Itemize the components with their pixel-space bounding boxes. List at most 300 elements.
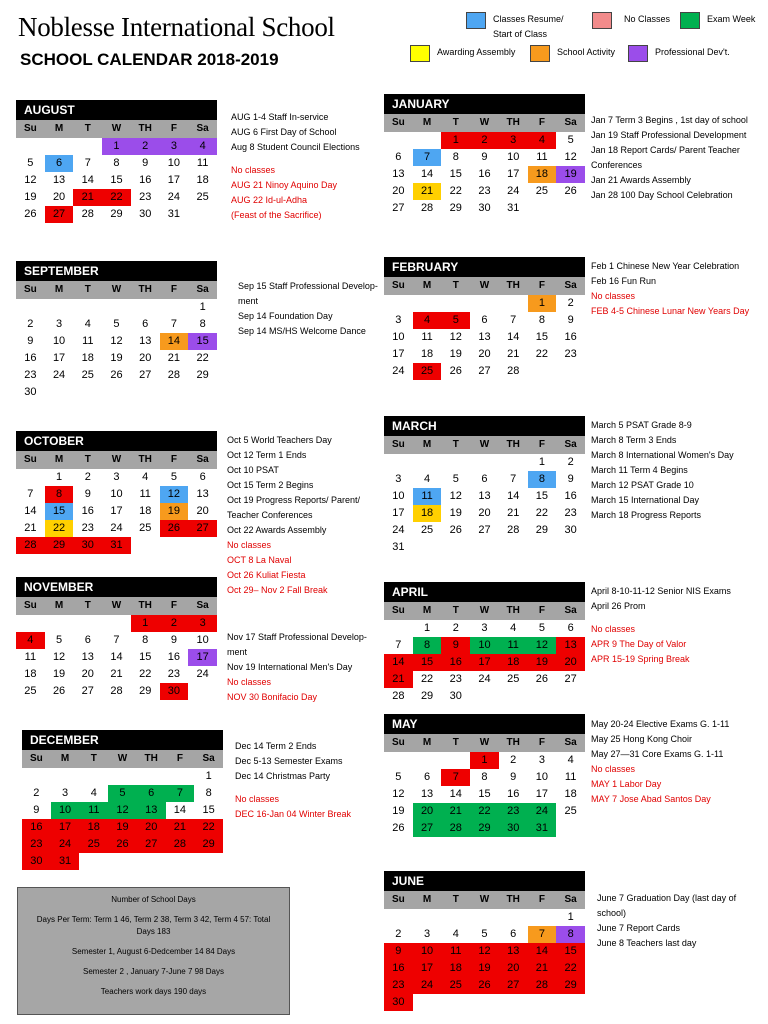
empty-cell	[102, 615, 131, 632]
day-cell: 23	[24, 369, 37, 381]
day-cell: 9	[384, 943, 413, 960]
day-cell: 20	[139, 352, 152, 364]
day-cell: 12	[108, 802, 137, 819]
weekday-header	[16, 120, 217, 138]
weekday-label: Sa	[202, 753, 215, 764]
day-cell: 24	[52, 369, 66, 381]
day-cell: 27	[188, 520, 217, 537]
weekday-label: TH	[506, 439, 520, 450]
day-cell: 8	[481, 771, 488, 783]
day-cell: 9	[567, 473, 574, 485]
weekday-label: F	[538, 280, 545, 291]
day-cell: 8	[142, 634, 149, 646]
summary-teachers: Teachers work days 190 days	[100, 987, 207, 996]
day-cell: 25	[413, 363, 442, 380]
day-cell: 30	[499, 820, 528, 837]
weekday-label: M	[54, 123, 64, 134]
weekday-label: T	[90, 753, 97, 764]
day-cell: 4	[90, 787, 97, 799]
weekday-label: TH	[144, 753, 158, 764]
events-april	[591, 584, 761, 667]
weekday-label: Sa	[564, 117, 577, 128]
day-grid	[384, 454, 585, 556]
day-cell: 9	[170, 634, 177, 646]
event-line: MAY 1 Labor Day	[591, 779, 662, 789]
weekday-label: W	[117, 753, 128, 764]
event-line: May 25 Hong Kong Choir	[591, 734, 693, 744]
day-cell: 30	[73, 537, 102, 554]
month-title: SEPTEMBER	[16, 261, 217, 281]
event-line: Dec 14 Term 2 Ends	[235, 741, 317, 751]
event-line: Aug 8 Student Council Elections	[231, 142, 360, 152]
day-cell: 18	[196, 174, 209, 186]
day-cell: 12	[449, 331, 462, 343]
day-cell: 23	[478, 185, 491, 197]
day-cell: 10	[507, 151, 520, 163]
day-grid	[16, 138, 217, 223]
weekday-label: F	[176, 753, 183, 764]
day-cell: 14	[384, 654, 413, 671]
empty-cell	[45, 299, 74, 316]
day-cell: 21	[73, 189, 102, 206]
month-title: APRIL	[384, 582, 585, 602]
day-cell: 15	[139, 651, 152, 663]
event-line: Oct 22 Awards Assembly	[227, 525, 327, 535]
day-cell: 5	[170, 471, 177, 483]
day-cell: 22	[470, 803, 499, 820]
day-cell: 1	[199, 301, 206, 313]
event-line: June 8 Teachers last day	[597, 938, 697, 948]
day-cell: 20	[196, 505, 209, 517]
weekday-label: T	[452, 439, 459, 450]
empty-cell	[499, 909, 528, 926]
day-cell: 18	[139, 505, 152, 517]
day-cell: 10	[392, 331, 405, 343]
summary-per-term: Days Per Term: Term 1 46, Term 2 38, Term 3 42, Term 4 57: Total Days 183	[36, 915, 271, 936]
event-line: March 8 International Women's Day	[591, 450, 734, 460]
day-grid	[16, 615, 217, 700]
event-line: Jan 18 Report Cards/ Parent Teacher Conferences	[591, 145, 740, 170]
empty-cell	[441, 295, 470, 312]
weekday-header	[384, 114, 585, 132]
day-cell: 16	[384, 960, 413, 977]
day-cell: 20	[137, 819, 166, 836]
day-cell: 1	[131, 615, 160, 632]
weekday-label: F	[538, 439, 545, 450]
day-cell: 25	[564, 805, 577, 817]
day-cell: 6	[142, 318, 149, 330]
day-cell: 15	[556, 943, 585, 960]
legend-swatch-pink	[592, 12, 612, 29]
event-line: March 8 Term 3 Ends	[591, 435, 677, 445]
day-cell: 12	[110, 335, 123, 347]
day-cell: 18	[24, 668, 37, 680]
day-cell: 20	[413, 803, 442, 820]
day-cell: 9	[481, 151, 488, 163]
day-cell: 3	[395, 314, 402, 326]
day-cell: 7	[395, 639, 402, 651]
day-cell: 6	[45, 155, 74, 172]
day-cell: 14	[420, 168, 434, 180]
day-cell: 29	[449, 202, 462, 214]
day-cell: 2	[27, 318, 34, 330]
empty-cell	[160, 299, 189, 316]
empty-cell	[384, 909, 413, 926]
weekday-label: W	[111, 600, 122, 611]
day-cell: 27	[392, 202, 405, 214]
empty-cell	[441, 752, 470, 769]
day-cell: 13	[52, 174, 66, 186]
day-cell: 15	[188, 333, 217, 350]
empty-cell	[73, 615, 102, 632]
day-cell: 27	[139, 369, 152, 381]
day-cell: 27	[478, 524, 491, 536]
day-cell: 7	[510, 314, 517, 326]
month-title: JANUARY	[384, 94, 585, 114]
day-cell: 19	[556, 166, 585, 183]
empty-cell	[413, 454, 442, 471]
day-cell: 2	[131, 138, 160, 155]
day-cell: 7	[27, 488, 34, 500]
day-cell: 18	[564, 788, 577, 800]
event-line	[235, 784, 380, 792]
weekday-label: Su	[23, 600, 37, 611]
weekday-label: M	[422, 894, 432, 905]
weekday-label: F	[538, 737, 545, 748]
month-october	[16, 431, 217, 554]
legend-swatch-blue	[466, 12, 486, 29]
day-cell: 19	[392, 805, 405, 817]
day-cell: 4	[188, 138, 217, 155]
weekday-label: W	[111, 454, 122, 465]
day-cell: 26	[52, 685, 66, 697]
weekday-label: TH	[138, 123, 152, 134]
event-line: Nov 17 Staff Professional Develop-ment	[227, 632, 367, 657]
event-line: No classes	[235, 794, 280, 804]
day-cell: 21	[507, 507, 520, 519]
empty-cell	[470, 909, 499, 926]
day-cell: 31	[167, 208, 181, 220]
day-cell: 18	[81, 352, 94, 364]
day-cell: 26	[108, 836, 137, 853]
summary-title: Number of School Days	[111, 895, 196, 904]
day-cell: 8	[413, 637, 442, 654]
day-cell: 18	[441, 960, 470, 977]
day-cell: 10	[110, 488, 123, 500]
event-line: March 11 Term 4 Begins	[591, 465, 688, 475]
day-cell: 28	[507, 365, 520, 377]
day-cell: 25	[441, 977, 470, 994]
day-cell: 3	[113, 471, 120, 483]
day-cell: 6	[510, 928, 517, 940]
month-february	[384, 257, 585, 380]
day-cell: 23	[167, 668, 181, 680]
event-line: AUG 1-4 Staff In-service	[231, 112, 329, 122]
empty-cell	[441, 909, 470, 926]
day-cell: 17	[535, 788, 549, 800]
day-cell: 25	[196, 191, 209, 203]
day-cell: 21	[507, 348, 520, 360]
school-name: Noblesse International School	[18, 12, 335, 42]
events-august	[231, 110, 391, 223]
month-title: OCTOBER	[16, 431, 217, 451]
weekday-label: Su	[23, 284, 37, 295]
day-cell: 29	[139, 685, 152, 697]
day-cell: 23	[564, 507, 577, 519]
month-title: NOVEMBER	[16, 577, 217, 597]
day-cell: 21	[166, 819, 195, 836]
day-cell: 3	[395, 473, 402, 485]
day-cell: 9	[84, 488, 91, 500]
weekday-header	[384, 436, 585, 454]
weekday-label: W	[479, 605, 490, 616]
day-cell: 18	[528, 166, 557, 183]
day-cell: 17	[507, 168, 520, 180]
day-cell: 11	[196, 157, 209, 169]
day-cell: 11	[499, 637, 528, 654]
day-cell: 1	[205, 770, 212, 782]
day-cell: 2	[470, 132, 499, 149]
day-cell: 21	[24, 522, 37, 534]
day-cell: 30	[160, 683, 189, 700]
day-cell: 11	[413, 488, 442, 505]
day-cell: 22	[102, 189, 131, 206]
day-cell: 9	[33, 804, 40, 816]
school-days-summary	[17, 887, 290, 1015]
event-line: No classes	[227, 677, 272, 687]
day-cell: 23	[22, 836, 51, 853]
day-cell: 9	[27, 335, 34, 347]
day-cell: 14	[24, 505, 37, 517]
day-cell: 14	[160, 333, 189, 350]
event-line: Oct 15 Term 2 Begins	[227, 480, 314, 490]
day-cell: 16	[24, 352, 37, 364]
weekday-label: M	[422, 737, 432, 748]
day-grid	[384, 909, 585, 1011]
day-cell: 8	[452, 151, 459, 163]
month-august	[16, 100, 217, 223]
empty-cell	[441, 454, 470, 471]
legend-label: Awarding Assembly	[437, 47, 516, 57]
weekday-label: M	[54, 284, 64, 295]
month-june	[384, 871, 585, 1011]
event-line: Feb 1 Chinese New Year Celebration	[591, 261, 740, 271]
event-line: March 5 PSAT Grade 8-9	[591, 420, 692, 430]
event-line	[231, 155, 391, 163]
day-cell: 21	[110, 668, 123, 680]
events-december	[235, 739, 380, 822]
event-line: Jan 19 Staff Professional Development	[591, 130, 747, 140]
day-cell: 6	[481, 314, 488, 326]
day-cell: 14	[528, 943, 557, 960]
weekday-label: T	[452, 605, 459, 616]
day-cell: 17	[51, 819, 80, 836]
month-title: AUGUST	[16, 100, 217, 120]
weekday-header	[22, 750, 223, 768]
day-cell: 1	[424, 622, 431, 634]
day-cell: 18	[420, 348, 434, 360]
empty-cell	[79, 768, 108, 785]
legend-item-awarding-assembly	[410, 45, 515, 62]
day-cell: 25	[24, 685, 37, 697]
day-cell: 7	[413, 149, 442, 166]
day-cell: 1	[470, 752, 499, 769]
day-cell: 19	[449, 507, 462, 519]
day-cell: 1	[102, 138, 131, 155]
event-line: April 26 Prom	[591, 601, 646, 611]
day-cell: 27	[81, 685, 94, 697]
event-line: Jan 7 Term 3 Begins , 1st day of school	[591, 115, 748, 125]
day-cell: 4	[424, 473, 431, 485]
day-cell: 5	[27, 157, 34, 169]
day-cell: 2	[452, 622, 459, 634]
day-cell: 28	[420, 202, 434, 214]
weekday-label: W	[479, 894, 490, 905]
event-line: No classes	[231, 165, 276, 175]
day-cell: 15	[202, 804, 215, 816]
day-cell: 22	[194, 819, 223, 836]
day-cell: 28	[528, 977, 557, 994]
event-line: No classes	[227, 540, 272, 550]
day-cell: 7	[441, 769, 470, 786]
day-cell: 15	[413, 654, 442, 671]
event-line: May 20-24 Elective Exams G. 1-11	[591, 719, 730, 729]
day-cell: 3	[499, 132, 528, 149]
event-line: Dec 5-13 Semester Exams	[235, 756, 343, 766]
event-line: APR 15-19 Spring Break	[591, 654, 690, 664]
day-cell: 25	[79, 836, 108, 853]
day-cell: 25	[81, 369, 94, 381]
day-cell: 3	[56, 318, 63, 330]
day-cell: 17	[52, 352, 66, 364]
day-cell: 22	[420, 673, 434, 685]
day-cell: 11	[421, 331, 433, 343]
month-title: JUNE	[384, 871, 585, 891]
month-march	[384, 416, 585, 556]
weekday-label: Su	[391, 605, 405, 616]
weekday-label: Su	[391, 117, 405, 128]
day-cell: 27	[499, 977, 528, 994]
day-cell: 30	[564, 524, 577, 536]
day-cell: 11	[564, 771, 577, 783]
legend-item-classes-resume	[466, 12, 564, 42]
day-grid	[22, 768, 223, 870]
weekday-header	[384, 734, 585, 752]
weekday-label: F	[170, 600, 177, 611]
day-cell: 17	[470, 654, 499, 671]
legend-swatch-orange	[530, 45, 550, 62]
day-cell: 10	[535, 771, 549, 783]
day-cell: 23	[81, 522, 94, 534]
weekday-label: Sa	[196, 123, 209, 134]
day-cell: 9	[510, 771, 517, 783]
empty-cell	[499, 454, 528, 471]
day-cell: 11	[79, 802, 108, 819]
day-cell: 5	[395, 771, 402, 783]
day-cell: 6	[84, 634, 91, 646]
day-cell: 12	[470, 943, 499, 960]
empty-cell	[384, 752, 413, 769]
day-cell: 2	[567, 456, 574, 468]
month-april	[384, 582, 585, 705]
events-january	[591, 113, 761, 203]
day-cell: 6	[424, 771, 431, 783]
day-cell: 7	[166, 785, 195, 802]
weekday-label: F	[170, 454, 177, 465]
day-cell: 4	[84, 318, 91, 330]
weekday-label: Su	[391, 439, 405, 450]
day-cell: 25	[535, 185, 549, 197]
day-cell: 19	[52, 668, 66, 680]
day-cell: 21	[167, 352, 181, 364]
empty-cell	[16, 138, 45, 155]
event-line: Jan 21 Awards Assembly	[591, 175, 691, 185]
day-cell: 9	[142, 157, 149, 169]
day-cell: 16	[139, 174, 152, 186]
legend-item-exam-week	[680, 12, 755, 29]
day-cell: 3	[424, 928, 431, 940]
weekday-label: F	[538, 117, 545, 128]
legend-label: No Classes	[624, 14, 671, 24]
day-cell: 20	[499, 960, 528, 977]
day-cell: 7	[528, 926, 557, 943]
day-cell: 11	[536, 151, 548, 163]
legend-swatch-green	[680, 12, 700, 29]
empty-cell	[16, 299, 45, 316]
day-cell: 28	[392, 690, 405, 702]
empty-cell	[45, 138, 74, 155]
event-line: (Feast of the Sacrifice)	[231, 210, 322, 220]
empty-cell	[384, 295, 413, 312]
legend-item-professional-dev	[628, 45, 730, 62]
empty-cell	[413, 295, 442, 312]
weekday-label: TH	[506, 280, 520, 291]
day-cell: 27	[137, 836, 166, 853]
weekday-label: W	[479, 117, 490, 128]
weekday-label: M	[60, 753, 70, 764]
day-cell: 13	[139, 335, 152, 347]
day-cell: 1	[567, 911, 574, 923]
event-line: Oct 10 PSAT	[227, 465, 279, 475]
day-cell: 26	[160, 520, 189, 537]
day-cell: 16	[478, 168, 491, 180]
legend-swatch-yellow	[410, 45, 430, 62]
empty-cell	[528, 909, 557, 926]
day-cell: 2	[510, 754, 517, 766]
event-line: Sep 15 Staff Professional Develop-ment	[238, 281, 378, 306]
day-grid	[384, 620, 585, 705]
empty-cell	[137, 768, 166, 785]
empty-cell	[22, 768, 51, 785]
day-cell: 22	[556, 960, 585, 977]
day-cell: 19	[24, 191, 37, 203]
day-cell: 8	[199, 318, 206, 330]
event-line: AUG 22 Id-ul-Adha	[231, 195, 308, 205]
day-cell: 27	[413, 820, 442, 837]
weekday-label: M	[422, 439, 432, 450]
day-cell: 17	[167, 174, 181, 186]
day-cell: 30	[139, 208, 152, 220]
event-line: Sep 14 Foundation Day	[238, 311, 333, 321]
day-cell: 10	[392, 490, 405, 502]
empty-cell	[102, 299, 131, 316]
day-cell: 17	[188, 649, 217, 666]
day-cell: 5	[108, 785, 137, 802]
weekday-label: F	[170, 284, 177, 295]
legend	[0, 0, 768, 80]
day-cell: 17	[110, 505, 123, 517]
day-cell: 21	[384, 671, 413, 688]
